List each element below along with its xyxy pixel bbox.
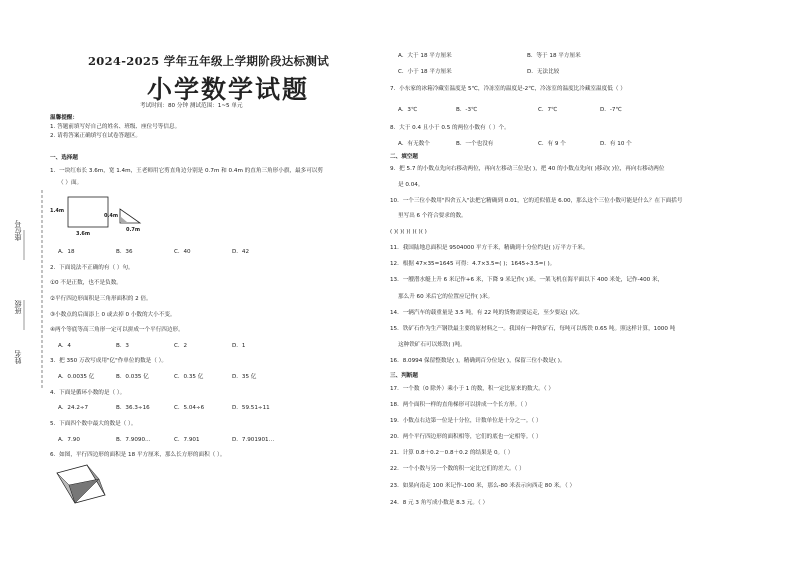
question-22: 22．一个小数与另一个数的积一定比它们的差大。（ ） [390,466,525,472]
question-8: 8．大于 0.4 且小于 0.5 的两位小数有（ ）个。 [390,125,510,131]
question-13-cont: 那么升 60 米后它的位置应记作( )米。 [398,294,494,300]
option: D．有 10 个 [600,141,632,147]
parallelogram-figure [55,463,110,508]
question-17: 17．一个数（0 除外）乘小于 1 的数，积一定比原来的数大。（ ） [390,386,554,392]
question-6: 6．如图，平行四边形的面积是 18 平方厘米，那么长方形的面积（ ）。 [50,452,226,458]
binding-label-class: 班级 [14,300,22,314]
question-11: 11．我国陆地总面积是 9504000 平方千米，精确到十分位约是( )万平方千米。 [390,245,589,251]
notes-item: 1. 答题前填写好自己的姓名、班级、座位号等信息。 [50,124,181,130]
question-4: 4．下面是循环小数的是（ ）。 [50,390,126,396]
exam-title: 2024-2025 学年五年级上学期阶段达标测试 [88,54,329,68]
binding-label-seat: 座位号 [14,220,22,241]
question-15: 15．铁矿石作为生产钢铁最主要的原材料之一。我国有一种铁矿石，每吨可以炼铁 0.65 吨。照这样计算，1000 吨 [390,326,676,332]
option: D．7.901901… [232,437,275,443]
option: B．36 [116,249,133,255]
question-10-cont: 里写出 6 个符合要求的数。 [398,213,467,219]
question-15-cont: 这种铁矿石可以炼铁( )吨。 [398,342,466,348]
question-24: 24．8 元 3 角写成小数是 8.3 元。（ ） [390,500,489,506]
question-14: 14．一辆汽车的载重量是 3.5 吨，有 22 吨的货物需要运走，至少要运( )次。 [390,310,584,316]
option: A．0.0035 亿 [58,374,95,380]
question-7: 7．小东家的冰箱冷藏室温度是 5℃，冷冻室的温度是-2℃，冷冻室的温度比冷藏室温度低（ ） [390,86,626,92]
option: B．3 [116,343,129,349]
question-12: 12．根据 47×35=1645 可得：4.7×3.5=( )；1645÷3.5=( )。 [390,261,556,267]
question-19: 19．小数点右边第一位是十分位，计数单位是十分之一。（ ） [390,418,542,424]
option: C．0.35 亿 [174,374,204,380]
exam-subtitle: 小学数学试题 [147,75,310,104]
question-23: 23．如果向南走 100 米记作-100 米，那么-80 米表示向西走 80 米。（ ） [390,483,576,489]
option: A．3℃ [398,107,418,113]
option: D．无法比较 [527,69,560,75]
question-9: 9．把 5.7 的小数点先向右移动两位，再向左移动三位是( )，把 40 的小数点先向( )移动( )位，再向右移动两位 [390,166,665,172]
option: A．18 [58,249,75,255]
question-16: 16．8.0994 保留整数是( )，精确到百分位是( )，保留三位小数是( )。 [390,358,566,364]
section-heading: 三、判断题 [390,373,418,379]
question-3: 3．把 350 万改写成用"亿"作单位的数是（ ）。 [50,358,168,364]
option: C．7.901 [174,437,200,443]
option: C．40 [174,249,191,255]
question-2-statement: ④两个等底等高三角形一定可以拼成一个平行四边形。 [50,327,184,333]
question-1-cont: （ ）面。 [58,180,83,186]
option: A．4 [58,343,71,349]
binding-label-name: 姓名 [14,350,22,364]
figure-label-tri-height: 0.4m [104,213,119,219]
exam-info: 考试时间：80 分钟 测试范围：1~5 单元 [140,103,243,109]
question-2-statement: ①0 不是正数，也不是负数。 [50,280,122,286]
question-2-statement: ③小数点的后面添上 0 或去掉 0 小数的大小不变。 [50,312,176,318]
notes-heading: 温馨提醒： [50,115,78,121]
option: B．一个也没有 [456,141,494,147]
figure-label-tri-width: 0.7m [126,227,141,233]
option: D．42 [232,249,250,255]
figure-label-rect-height: 1.4m [50,208,65,214]
figure-label-rect-width: 3.6m [76,231,91,237]
notes-item: 2. 请将答案正确填写在试卷答题区。 [50,133,142,139]
section-heading: 一、选择题 [50,155,78,161]
option: D．59.51÷11 [232,405,270,411]
option: B．7.9090… [116,437,151,443]
option: A．7.90 [58,437,80,443]
option: D．35 亿 [232,374,257,380]
option: B．-3℃ [456,107,478,113]
option: C．有 9 个 [538,141,566,147]
question-18: 18．两个面积一样的直角梯形可以拼成一个长方形。（ ） [390,402,531,408]
option: C．小于 18 平方厘米 [398,69,452,75]
option: C．2 [174,343,188,349]
option: A．有无数个 [398,141,430,147]
option: A．大于 18 平方厘米 [398,53,452,59]
question-20: 20．两个平行四边形的面积相等，它们的底也一定相等。（ ） [390,434,542,440]
question-2-statement: ②平行四边形面积是三角形面积的 2 倍。 [50,296,152,302]
question-1: 1．一块红布长 3.6m，宽 1.4m，王老师用它剪直角边分别是 0.7m 和 0.4m 的直角三角形小旗，最多可以剪 [50,168,323,174]
question-13: 13．一艘潜水艇上升 6 米记作+6 米，下降 9 米记作( )米。一架飞机在海平面以下 400 米处，记作-400 米， [390,277,664,283]
question-9-cont: 是 0.04。 [398,182,424,188]
option: B．36.3÷16 [116,405,150,411]
option: D．-7℃ [600,107,622,113]
option: B．0.035 亿 [116,374,149,380]
question-5: 5．下面四个数中最大的数是（ ）。 [50,421,137,427]
question-10-blanks: ( )( )( )( )( )( ) [390,229,427,235]
question-21: 21．计算 0.8＋0.2－0.8＋0.2 的结果是 0。（ ） [390,450,514,456]
option: A．24.2÷7 [58,405,89,411]
option: B．等于 18 平方厘米 [527,53,581,59]
option: C．5.04÷6 [174,405,205,411]
question-2: 2．下面说法不正确的有（ ）句。 [50,265,134,271]
option: C．7℃ [538,107,558,113]
question-10: 10．一个三位小数用"四舍五入"法把它精确到 0.01，它的近似值是 6.00，那么这个三位小数可能是什么？在下面括号 [390,198,683,204]
option: D．1 [232,343,246,349]
section-heading: 二、填空题 [390,154,418,160]
